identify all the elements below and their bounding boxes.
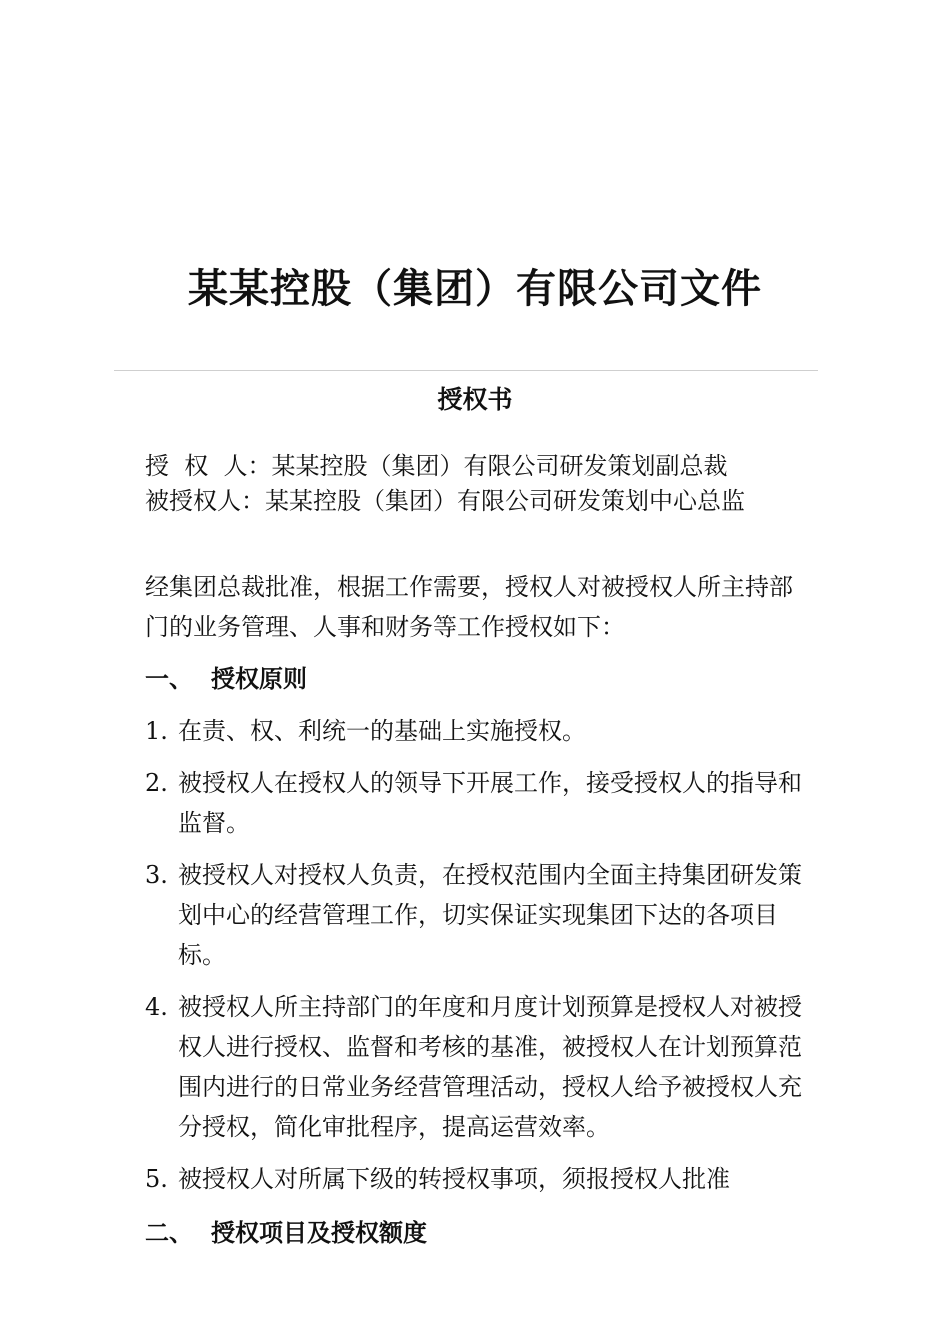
list-item-number: 4.: [145, 993, 168, 1021]
list-item: [145, 711, 810, 751]
list-item-text: 被授权人所主持部门的年度和月度计划预算是授权人对被授权人进行授权、监督和考核的基准，被授权人在计划预算范围内进行的日常业务经营管理活动，授权人给予被授权人充分授权，简化审批程序，提高运营效率。: [178, 993, 802, 1141]
grantee-line: [145, 484, 810, 519]
list-item-text: 被授权人对授权人负责，在授权范围内全面主持集团研发策划中心的经营管理工作，切实保证实现集团下达的各项目标。: [178, 861, 802, 969]
grantee-label: 被授权人：: [145, 487, 265, 515]
section-number: 二、: [145, 1218, 193, 1247]
section-heading-scope: [145, 1213, 810, 1253]
grantor-line: [145, 449, 810, 484]
section-title: 授权项目及授权额度: [211, 1218, 427, 1247]
list-item: [145, 855, 810, 975]
section-number: 一、: [145, 664, 193, 693]
list-item-number: 1.: [145, 717, 168, 745]
list-item-text: 被授权人在授权人的领导下开展工作，接受授权人的指导和监督。: [178, 769, 802, 837]
grantor-value: 某某控股（集团）有限公司研发策划副总裁: [271, 452, 728, 480]
grantor-label: 授 权 人：: [145, 452, 272, 480]
list-item-text: 在责、权、利统一的基础上实施授权。: [178, 717, 586, 745]
intro-paragraph: 经集团总裁批准，根据工作需要，授权人对被授权人所主持部门的业务管理、人事和财务等工作授权如下：: [145, 573, 793, 641]
list-item: [145, 987, 810, 1147]
grantee-value: 某某控股（集团）有限公司研发策划中心总监: [265, 487, 745, 515]
list-item-number: 5.: [145, 1165, 168, 1193]
section-heading-principles: [145, 659, 810, 699]
list-item-number: 3.: [145, 861, 168, 889]
list-item-text: 被授权人对所属下级的转授权事项，须报授权人批准: [178, 1165, 730, 1193]
document-subtitle: 授权书: [437, 385, 513, 414]
list-item-number: 2.: [145, 769, 168, 797]
list-item: [145, 763, 810, 843]
list-item: [145, 1159, 810, 1199]
section-title: 授权原则: [211, 664, 307, 693]
header-divider: [114, 370, 818, 371]
page-title: 某某控股（集团）有限公司文件: [188, 265, 762, 312]
document-body: [145, 449, 810, 1253]
